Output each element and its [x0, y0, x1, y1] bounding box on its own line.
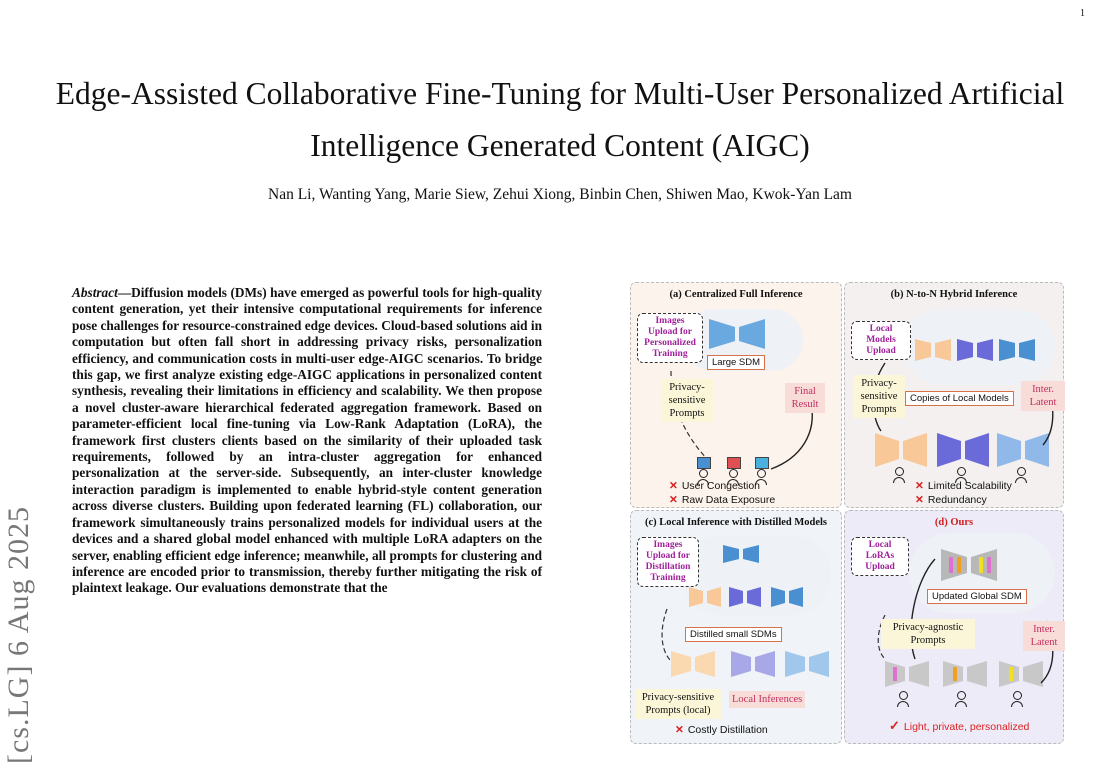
image-icon [727, 457, 741, 469]
check-icon: ✓ [889, 718, 900, 733]
abstract [72, 285, 542, 597]
overview-figure [630, 282, 1062, 742]
user-icon [955, 691, 967, 707]
prompts-label-a: Privacy-sensitive Prompts [661, 379, 713, 422]
cross-icon: ✕ [915, 494, 924, 506]
pros-line-d: ✓ Light, private, personalized [889, 718, 1030, 733]
latent-label-b: Inter. Latent [1021, 381, 1065, 411]
large-sdm-label: Large SDM [707, 355, 765, 370]
panel-d [844, 510, 1064, 744]
author-list: Nan Li, Wanting Yang, Marie Siew, Zehui Xiong, Binbin Chen, Shiwen Mao, Kwok-Yan Lam [268, 186, 852, 203]
user-icon [1011, 691, 1023, 707]
user-icon [1015, 467, 1027, 483]
cons-list-a: ✕ User Congestion ✕ Raw Data Exposure [669, 480, 776, 506]
cross-icon: ✕ [915, 480, 924, 492]
cons-list-c: ✕ Costly Distillation [675, 724, 768, 736]
final-result-label: Final Result [785, 383, 825, 413]
upload-label-b: Local Models Upload [851, 321, 911, 360]
panel-a [630, 282, 842, 508]
prompts-label-d: Privacy-agnostic Prompts [881, 619, 975, 649]
cross-icon: ✕ [669, 480, 678, 492]
panel-b-title: (b) N-to-N Hybrid Inference [890, 289, 1018, 300]
latent-label-d: Inter. Latent [1023, 621, 1065, 651]
global-sdm-label: Updated Global SDM [927, 589, 1027, 604]
image-icon [755, 457, 769, 469]
user-icon [893, 467, 905, 483]
paper-title: Edge-Assisted Collaborative Fine-Tuning for Multi-User Personalized Artificial Intelligence Generated Content (AIGC) [55, 76, 1065, 163]
local-models-label: Copies of Local Models [905, 391, 1014, 406]
abstract-text: —Diffusion models (DMs) have emerged as powerful tools for high-quality content generation, yet their intensive computational requirements for inference pose challenges for resource-constrained edge devices. Cloud-based solutions aid in computation but often fall short in addressing privacy risks, personalization efficiency, and communication costs in multi-user edge-AIGC scenarios. To bridge this gap, we first analyze existing edge-AIGC applications in personalized content synthesis, revealing their limitations in efficiency and scalability. We then propose a novel cluster-aware hierarchical federated aggregation framework. Based on parameter-efficient local fine-tuning via Low-Rank Adaptation (LoRA), the framework first clusters clients based on the similarity of their uploaded task requirements, followed by an intra-cluster aggregation for enhanced personalization at the server-side. Subsequently, an inter-cluster knowledge interaction paradigm is implemented to enable hybrid-style content generation across diverse clusters. Building upon federated learning (FL) collaboration, our framework simultaneously trains personalized models for individual users at the devices and a shared global model enhanced with multiple LoRA adapters on the server, enabling efficient edge inference; meanwhile, all prompts for clustering and inference are encoded prior to transmission, thereby further mitigating the risk of plaintext leakage. Our evaluations demonstrate that the [72, 285, 542, 596]
image-icon [697, 457, 711, 469]
arxiv-identifier: [cs.LG] 6 Aug 2025 [2, 506, 35, 764]
upload-label-d: Local LoRAs Upload [851, 537, 909, 576]
panel-d-title: (d) Ours [934, 517, 974, 528]
cross-icon: ✕ [669, 494, 678, 506]
panel-a-title: (a) Centralized Full Inference [669, 289, 803, 300]
local-inference-label: Local Inferences [729, 691, 805, 708]
upload-label-c: Images Upload for Distillation Training [637, 537, 699, 587]
distilled-sdm-label: Distilled small SDMs [685, 627, 782, 642]
user-icon [897, 691, 909, 707]
prompts-label-c: Privacy-sensitive Prompts (local) [635, 689, 721, 719]
panel-b [844, 282, 1064, 508]
abstract-label: Abstract [72, 285, 118, 300]
upload-label-a: Images Upload for Personalized Training [637, 313, 703, 363]
panel-c-title: (c) Local Inference with Distilled Models [644, 517, 828, 528]
panel-c [630, 510, 842, 744]
cross-icon: ✕ [675, 724, 684, 736]
prompts-label-b: Privacy-sensitive Prompts [853, 375, 905, 418]
cons-list-b: ✕ Limited Scalability ✕ Redundancy [915, 480, 1012, 506]
page-number: 1 [1080, 8, 1085, 19]
